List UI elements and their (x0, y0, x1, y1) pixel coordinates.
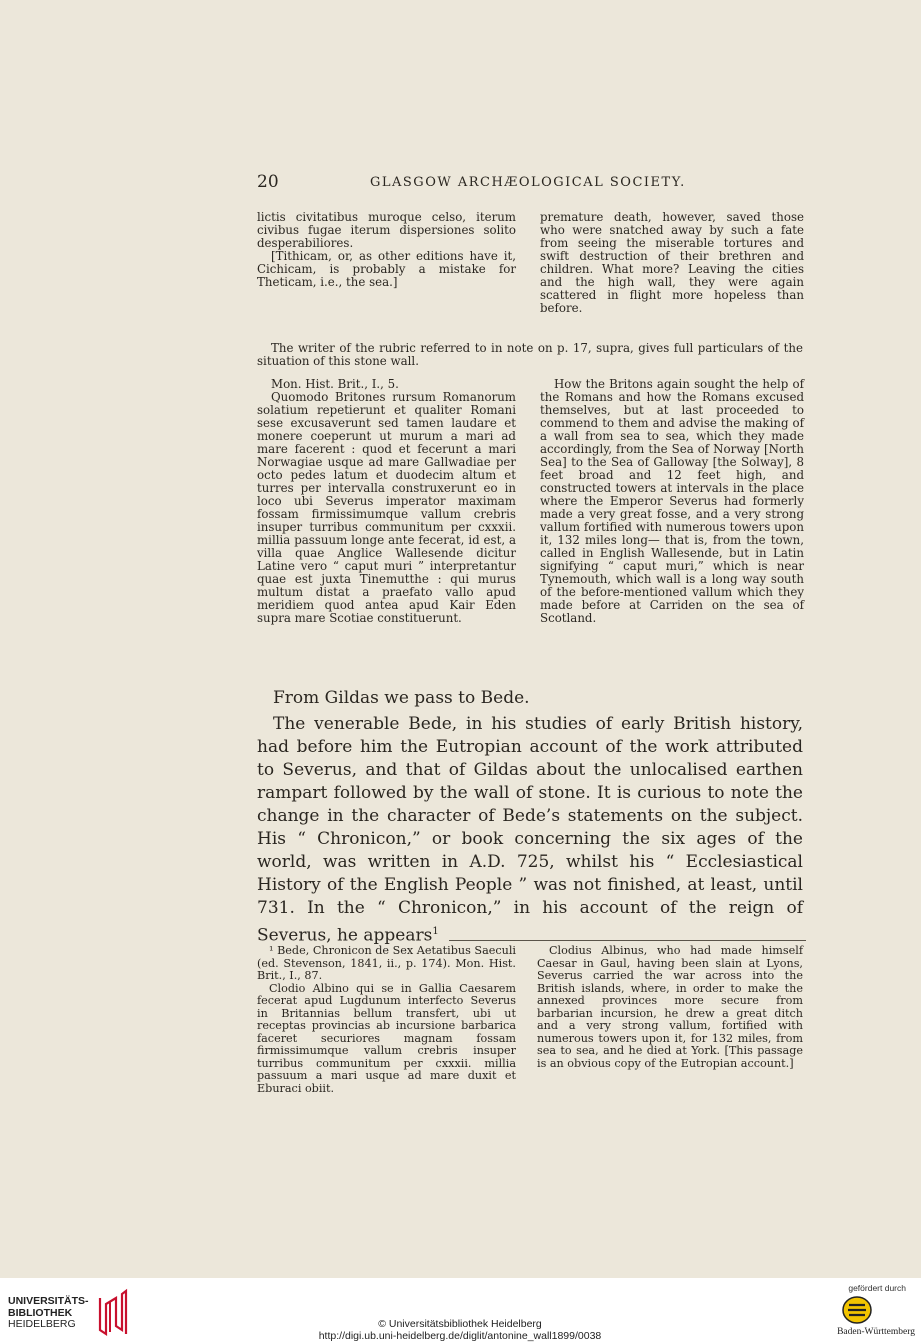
state-coat-of-arms-icon (841, 1295, 873, 1325)
translation-column-middle (540, 378, 804, 625)
body-paragraph-main (257, 713, 803, 948)
footnote-translation (537, 945, 803, 1070)
translation-paragraph: premature death, however, saved those who were snatched away by such a fate from seeing the miserable tortures and swift destruction of their brethren and children. What more? Leaving the cities and the high wall, they were again scattered in flight more hopeless than before. (540, 210, 804, 315)
library-line-2: BIBLIOTHEK (8, 1306, 73, 1319)
page-header (255, 172, 805, 194)
footnote-rule (449, 940, 806, 941)
body-paragraph-text: The venerable Bede, in his studies of early British history, had before him the Eutropian account of the work attributed to Severus, and that of Gildas about the unlocalised earthen rampart followed by the wall of stone. It is curious to note the change in the character of Bede’s statements on the subject. His “ Chronicon,” or book concerning the six ages of the world, was written in A.D. 725, whilst his “ Ecclesiastical History of the English People ” was not finished, at least, until 731. In the “ Chronicon,” in his account of the reign of Severus, he appears (257, 714, 803, 946)
latin-paragraph: lictis civitatibus muroque celso, iterum civibus fugae iterum dispersiones solito desperabiliores. (257, 210, 516, 250)
footnote-translation-text: Clodius Albinus, who had made himself Caesar in Gaul, having been slain at Lyons, Severus carried the war across into the British islands, where, in order to make the annexed provinces more secure from barbarian incursion, he drew a great ditch and a very strong vallum, fortified with numerous towers upon it, for 132 miles, from sea to sea, and he died at York. [This passage is an obvious copy of the Eutropian account.] (537, 944, 803, 1070)
funder-name: Baden-Württemberg (837, 1327, 915, 1337)
translation-column-top (540, 211, 804, 315)
rubric-note: The writer of the rubric referred to in note on p. 17, supra, gives full particulars of the situation of this stone wall. (257, 341, 803, 368)
editorial-note: [Tithicam, or, as other editions have it, Cichicam, is probably a mistake for Theticam, i.e., the sea.] (257, 249, 516, 289)
body-paragraph-intro: From Gildas we pass to Bede. (273, 688, 530, 708)
latin-column-middle (257, 378, 516, 625)
library-logo-icon (96, 1288, 130, 1338)
page-number: 20 (257, 172, 279, 192)
footnote-latin (257, 945, 516, 1095)
copyright-block (250, 1318, 670, 1342)
footnote-marker: 1 (432, 926, 439, 937)
permalink[interactable]: http://digi.ub.uni-heidelberg.de/diglit/antonine_wall1899/0038 (318, 1330, 602, 1342)
library-line-1: UNIVERSITÄTS- (8, 1295, 89, 1307)
library-name (8, 1296, 89, 1331)
footnote-latin-text: Clodio Albino qui se in Gallia Caesarem fecerat apud Lugdunum interfecto Severus in Britannias bellum transfert, ubi ut receptas provincias ab incursione barbarica faceret securiores magnam fossam firmissimumque vallum crebris insuper turribus communitum per cxxxii. millia passuum a mari usque ad mare duxit et Eburaci obiit. (257, 981, 516, 1095)
library-line-3: HEIDELBERG (8, 1318, 76, 1330)
funded-by-label: gefördert durch (848, 1283, 906, 1293)
running-head: GLASGOW ARCHÆOLOGICAL SOCIETY. (370, 175, 686, 190)
copyright-text: © Universitätsbibliothek Heidelberg (378, 1318, 542, 1330)
source-citation: Mon. Hist. Brit., I., 5. (271, 377, 399, 391)
latin-column-top (257, 211, 516, 289)
footnote-citation: ¹ Bede, Chronicon de Sex Aetatibus Saeculi (ed. Stevenson, 1841, ii., p. 174). Mon. Hist. Brit., I., 87. (257, 944, 516, 982)
latin-paragraph: Quomodo Britones rursum Romanorum solatium repetierunt et qualiter Romani sese excusaverunt sed tamen laudare et monere coeperunt ut murum a mari ad mare facerent : quod et fecerunt a mari Norwagiae usque ad mare Gallwadiae per octo pedes latum et duodecim altum et turres per intervalla construxerunt eo in loco ubi Severus imperator maximam fossam firmissimumque vallum crebris insuper turribus communitum per cxxxii. millia passuum longe ante fecerat, id est, a villa quae Anglice Wallesende dicitur Latine vero “ caput muri ” interpretantur quae est juxta Tinemutthe : qui murus multum distat a praefato vallo apud meridiem quod antea apud Kair Eden supra mare Scotiae constituerunt. (257, 390, 516, 625)
translation-paragraph: How the Britons again sought the help of the Romans and how the Romans excused themselves, but at last proceeded to commend to them and advise the making of a wall from sea to sea, which they made accordingly, from the Sea of Norway [North Sea] to the Sea of Galloway [the Solway], 8 feet broad and 12 feet high, and constructed towers at intervals in the place where the Emperor Severus had formerly made a very great fosse, and a very strong vallum fortified with numerous towers upon it, 132 miles long— that is, from the town, called in English Wallesende, but in Latin signifying “ caput muri,” which is near Tynemouth, which wall is a long way south of the before-mentioned vallum which they made before at Carriden on the sea of Scotland. (540, 377, 804, 625)
